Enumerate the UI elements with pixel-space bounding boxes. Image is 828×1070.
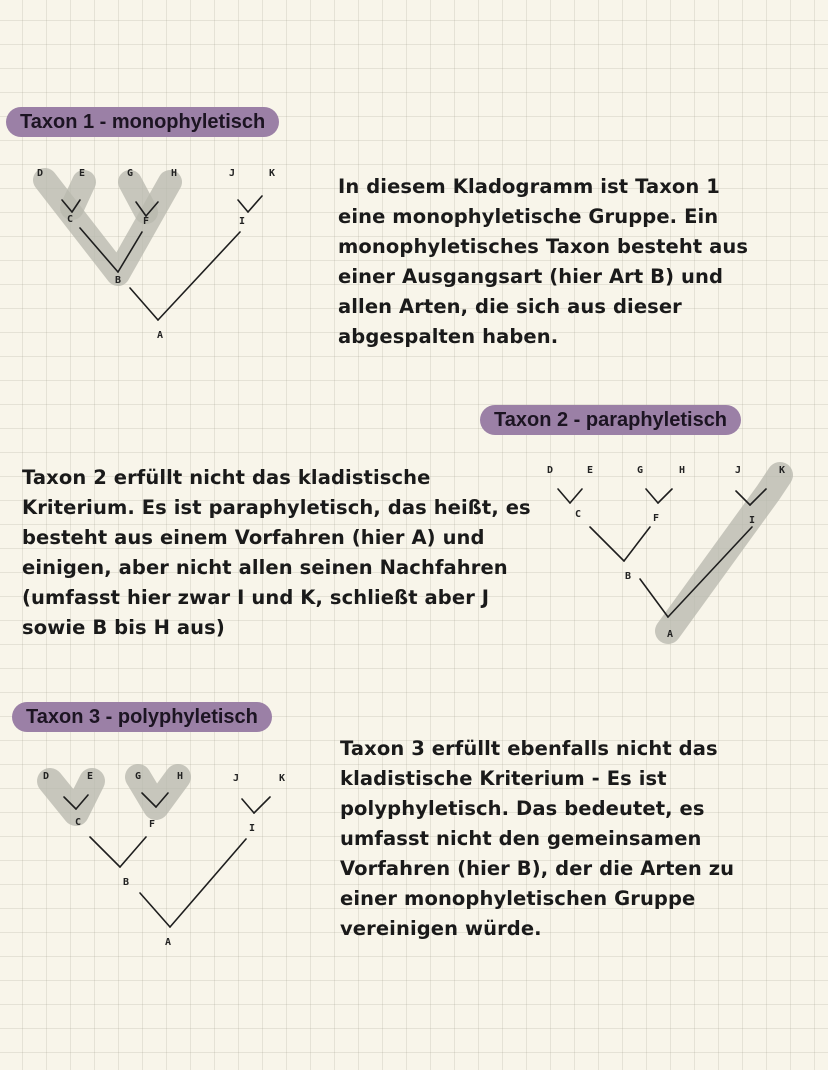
node-label-i: I [248, 823, 256, 834]
section3-heading-badge [12, 702, 272, 732]
taxon-label-e: E [78, 168, 86, 179]
node-label-f: F [142, 216, 150, 227]
node-label-c: C [66, 214, 74, 225]
section1-heading: Taxon 1 - monophyletisch [20, 111, 266, 133]
node-label-b: B [114, 275, 122, 286]
node-label-b: B [624, 571, 632, 582]
taxon-label-e: E [586, 465, 594, 476]
node-label-c: C [574, 509, 582, 520]
node-label-a: A [666, 629, 674, 640]
taxon-label-e: E [86, 771, 94, 782]
node-label-a: A [156, 330, 164, 341]
taxon-label-k: K [278, 773, 286, 784]
taxon3-highlight [50, 777, 178, 813]
section1-text: In diesem Kladogramm ist Taxon 1 eine monophyletische Gruppe. Ein monophyletisches Taxon besteht aus einer Ausgangsart (hier Art B) und allen Arten, die sich aus dieser abgespalten haben. [338, 175, 749, 348]
taxon-label-d: D [546, 465, 554, 476]
taxon-label-k: K [268, 168, 276, 179]
taxon-label-h: H [170, 168, 178, 179]
taxon-label-g: G [126, 168, 134, 179]
section3-heading: Taxon 3 - polyphyletisch [26, 706, 258, 728]
node-label-i: I [238, 216, 246, 227]
taxon2-highlight [668, 475, 780, 631]
taxon-label-g: G [134, 771, 142, 782]
taxon-label-j: J [228, 168, 236, 179]
node-label-a: A [164, 937, 172, 948]
section2-text: Taxon 2 erfüllt nicht das kladistische Kriterium. Es ist paraphyletisch, das heißt, es besteht aus einem Vorfahren (hier A) und einigen, aber nicht allen seinen Nachfahren (umfasst hier zwar I und K, schließt aber J sowie B bis H aus) [22, 466, 531, 639]
taxon-label-g: G [636, 465, 644, 476]
taxon-label-d: D [42, 771, 50, 782]
cladogram-taxon2 [530, 455, 828, 655]
taxon-label-j: J [232, 773, 240, 784]
taxon-label-d: D [36, 168, 44, 179]
node-label-f: F [652, 513, 660, 524]
section1-heading-badge [6, 107, 279, 137]
taxon-label-j: J [734, 465, 742, 476]
node-label-f: F [148, 819, 156, 830]
taxon-label-k: K [778, 465, 786, 476]
section2-heading-badge [480, 405, 741, 435]
section2-heading: Taxon 2 - paraphyletisch [494, 409, 728, 431]
cladogram-taxon3 [0, 755, 300, 955]
node-label-i: I [748, 515, 756, 526]
section3-text: Taxon 3 erfüllt ebenfalls nicht das kladistische Kriterium - Es ist polyphyletisch. Das bedeutet, es umfasst nicht den gemeinsamen Vorfahren (hier B), der die Arten zu einer monophyletischen Gruppe vereinigen würde. [340, 737, 735, 940]
node-label-b: B [122, 877, 130, 888]
taxon-label-h: H [176, 771, 184, 782]
taxon-label-h: H [678, 465, 686, 476]
node-label-c: C [74, 817, 82, 828]
cladogram-taxon1 [0, 160, 300, 355]
